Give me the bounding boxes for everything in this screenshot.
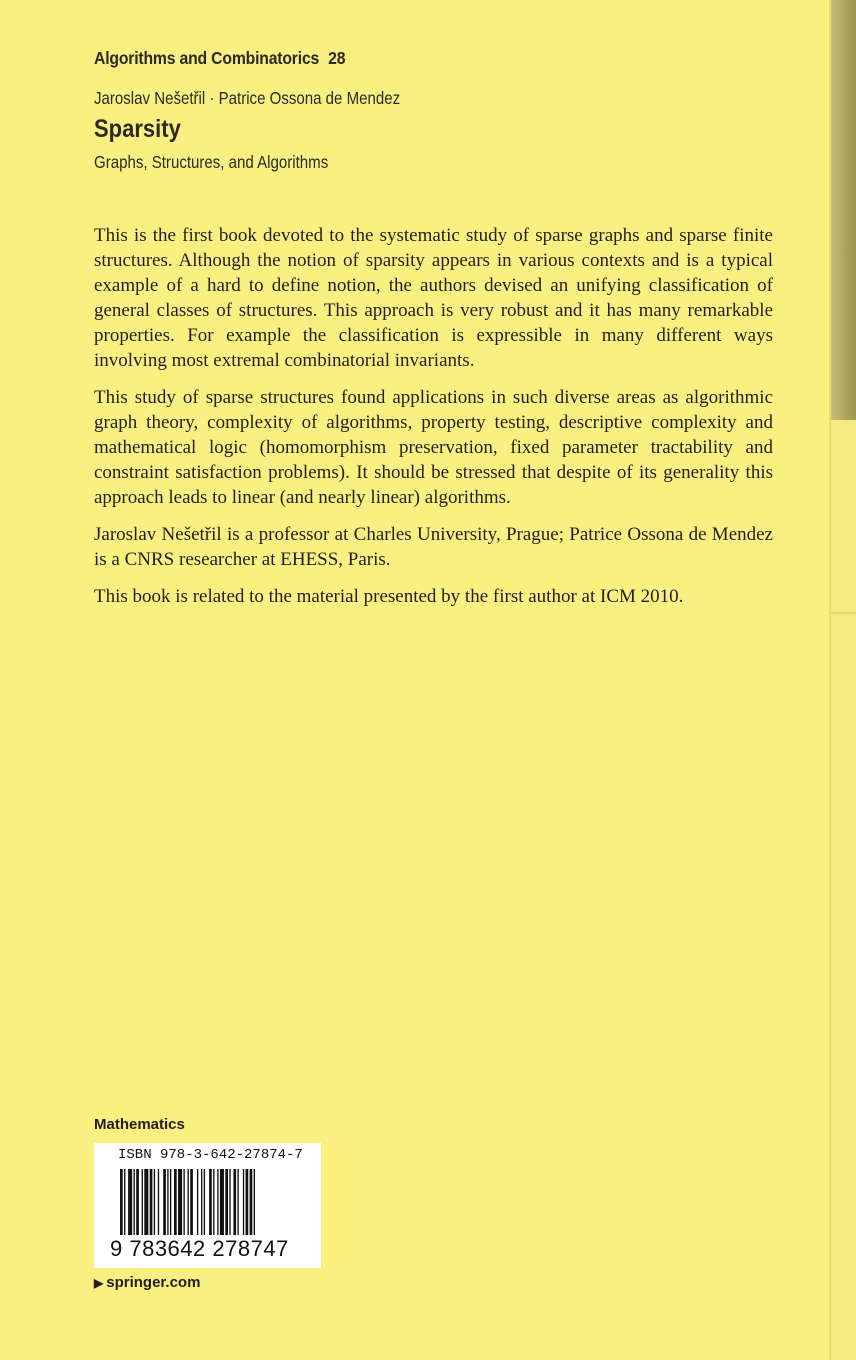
isbn-label: ISBN 978-3-642-27874-7	[118, 1147, 303, 1163]
series-name: Algorithms and Combinatorics	[94, 48, 320, 68]
subject-category: Mathematics	[94, 1116, 185, 1133]
blurb-paragraph: This is the first book devoted to the systematic study of sparse graphs and sparse finite structures. Although the notion of sparsity appears in various contexts and is a typical example of a hard to define notion, the authors devised an unifying classification of general classes of structures. This approach is very robust and it has many remarkable properties. For example the classification is expressible in many different ways involving most extremal combinatorial invariants.	[94, 225, 773, 371]
blurb	[94, 223, 773, 621]
barcode-bars	[120, 1169, 296, 1235]
book-title: Sparsity	[94, 115, 181, 143]
blurb-paragraph: Jaroslav Nešetřil is a professor at Charles University, Prague; Patrice Ossona de Mendez is a CNRS researcher at EHESS, Paris.	[94, 524, 773, 570]
spine-divider	[830, 612, 856, 614]
isbn-barcode	[94, 1143, 321, 1268]
series-title	[94, 48, 345, 69]
blurb-paragraph: This book is related to the material presented by the first author at ICM 2010.	[94, 586, 684, 607]
spine-shadow	[830, 0, 856, 420]
spine-edge	[829, 0, 831, 1360]
authors: Jaroslav Nešetřil · Patrice Ossona de Mendez	[94, 88, 401, 108]
ean-digits: 9 783642 278747	[110, 1236, 289, 1261]
website-link[interactable]: springer.com	[106, 1274, 201, 1291]
series-volume: 28	[328, 48, 346, 68]
arrow-right-icon: ▶	[94, 1276, 104, 1290]
blurb-paragraph: This study of sparse structures found applications in such diverse areas as algorithmic graph theory, complexity of algorithms, property testing, descriptive complexity and mathematical logic (homomorphism preservation, fixed parameter tractability and constraint satisfaction problems). It should be stressed that despite of its generality this approach leads to linear (and nearly linear) algorithms.	[94, 387, 773, 508]
book-subtitle: Graphs, Structures, and Algorithms	[94, 152, 329, 172]
publisher-website[interactable]	[94, 1274, 200, 1291]
